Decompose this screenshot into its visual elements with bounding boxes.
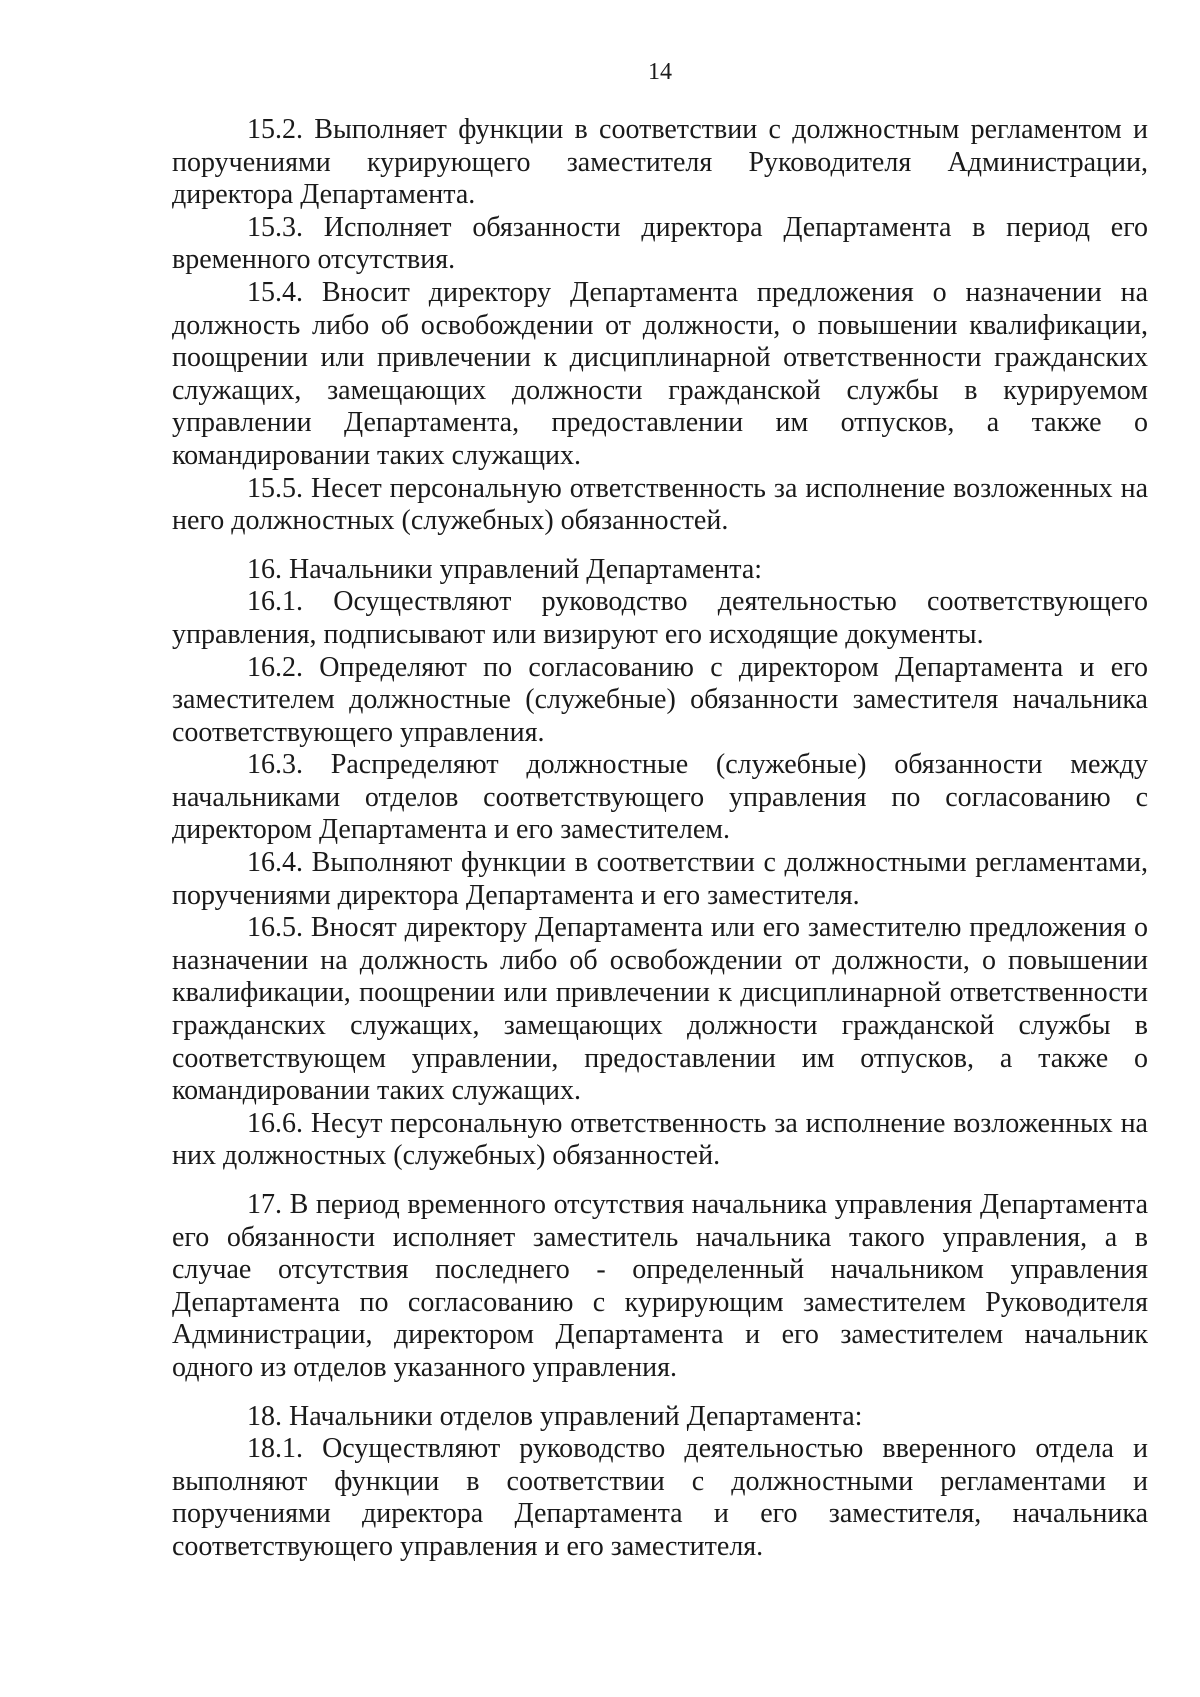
paragraph-16-5: 16.5. Вносят директору Департамента или его заместителю предложения о назначении на должность либо об освобождении от должности, о повышении квалификации, поощрении или привлечении к дисциплинарной ответственности гражданских служащих, замещающих должности гражданской службы в соответствующем управлении, предоставлении им отпусков, а также о командировании таких служащих.: [172, 912, 1148, 1107]
paragraph-15-3: 15.3. Исполняет обязанности директора Департамента в период его временного отсутствия.: [172, 211, 1148, 276]
paragraph-16-6: 16.6. Несут персональную ответственность за исполнение возложенных на них должностных (служебных) обязанностей.: [172, 1107, 1148, 1172]
paragraph-15-2: 15.2. Выполняет функции в соответствии с должностным регламентом и поручениями курирующего заместителя Руководителя Администрации, директора Департамента.: [172, 114, 1148, 211]
page-number: 14: [648, 59, 672, 85]
paragraph-18: 18. Начальники отделов управлений Департамента:: [247, 1400, 863, 1432]
paragraph-15-5: 15.5. Несет персональную ответственность за исполнение возложенных на него должностных (служебных) обязанностей.: [172, 472, 1148, 537]
paragraph-18-1: 18.1. Осуществляют руководство деятельностью вверенного отдела и выполняют функции в соответствии с должностными регламентами и поручениями директора Департамента и его заместителя, начальника соответствующего управления и его заместителя.: [172, 1433, 1148, 1562]
paragraph-16: 16. Начальники управлений Департамента:: [247, 553, 763, 585]
paragraph-17: 17. В период временного отсутствия начальника управления Департамента его обязанности исполняет заместитель начальника такого управления, а в случае отсутствия последнего - определенный начальником управления Департамента по согласованию с курирующим заместителем Руководителя Администрации, директором Департамента и его заместителем начальник одного из отделов указанного управления.: [172, 1189, 1148, 1383]
paragraph-15-4: 15.4. Вносит директору Департамента предложения о назначении на должность либо об освобождении от должности, о повышении квалификации, поощрении или привлечении к дисциплинарной ответственности гражданских служащих, замещающих должности гражданской службы в курируемом управлении Департамента, предоставлении им отпусков, а также о командировании таких служащих.: [172, 276, 1148, 471]
paragraph-16-3: 16.3. Распределяют должностные (служебные) обязанности между начальниками отделов соответствующего управления по согласованию с директором Департамента и его заместителем.: [172, 749, 1148, 846]
paragraph-16-1: 16.1. Осуществляют руководство деятельностью соответствующего управления, подписывают или визируют его исходящие документы.: [172, 586, 1148, 650]
document-body: [172, 114, 1148, 1564]
paragraph-16-2: 16.2. Определяют по согласованию с директором Департамента и его заместителем должностные (служебные) обязанности заместителя начальника соответствующего управления.: [172, 651, 1148, 748]
paragraph-16-4: 16.4. Выполняют функции в соответствии с должностными регламентами, поручениями директора Департамента и его заместителя.: [172, 847, 1148, 911]
